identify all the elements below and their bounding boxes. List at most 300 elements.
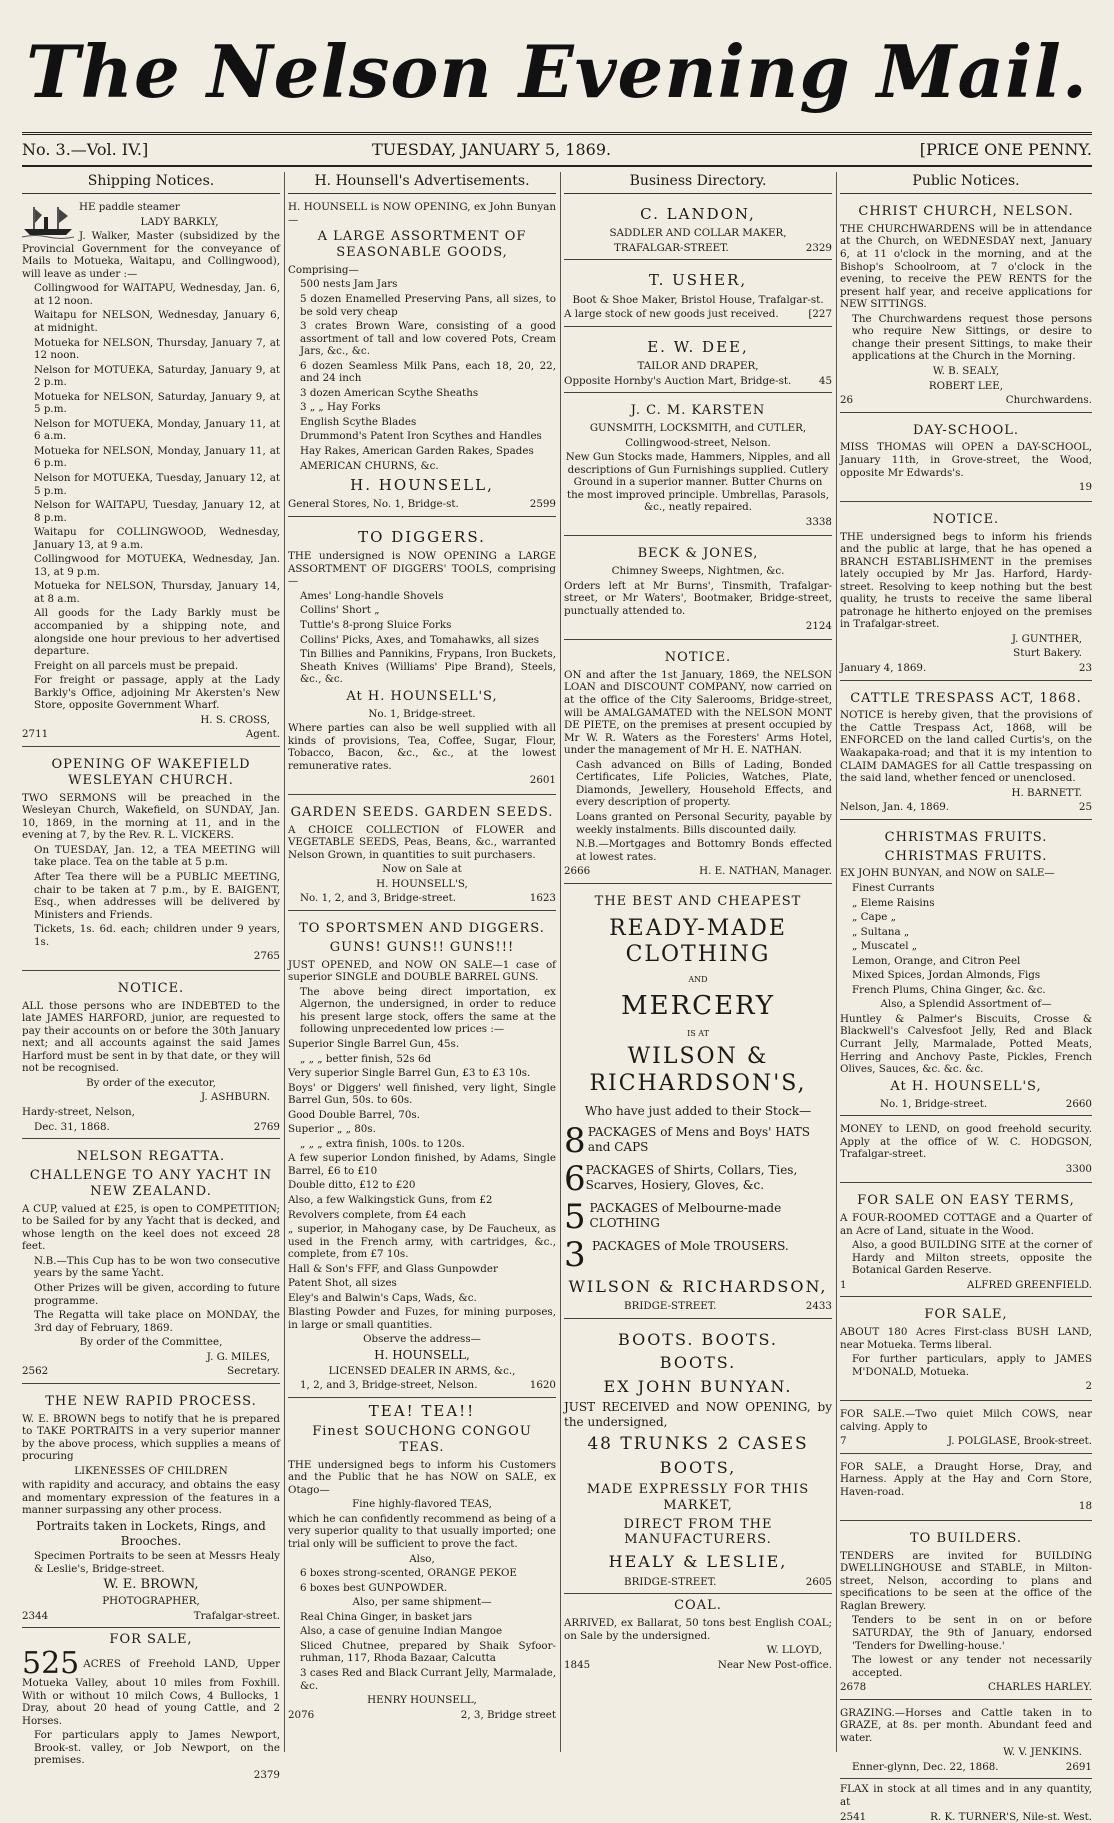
sailing-9: Nelson for WAITAPU, Tuesday, January 12, at 8 p.m. — [34, 499, 280, 524]
ad-sig: H. HOUNSELL, — [374, 1348, 470, 1363]
ad-number: 2660 — [1065, 1097, 1092, 1110]
ad-grazing — [840, 1704, 1092, 1780]
ad-body: Observe the address— — [363, 1333, 481, 1346]
ad-body: A large stock of new goods just received. — [564, 308, 779, 321]
sailing-5: Motueka for NELSON, Saturday, January 9, at 5 p.m. — [34, 390, 280, 416]
list-item: 8 PACKAGES of Mens and Boys' HATS and CAPS — [564, 1120, 810, 1161]
ad-role: Secretary. — [227, 1365, 280, 1378]
ad-date: January 4, 1869. — [840, 661, 927, 674]
ad-body: Comprising— — [288, 263, 359, 276]
ad-body: Fine highly-flavored TEAS, — [352, 1498, 492, 1511]
ad-trade: Chimney Sweeps, Nightmen, &c. — [611, 565, 785, 578]
ad-money-to-lend — [840, 1120, 1092, 1183]
ad-addr: No. 1, Bridge-street. — [368, 707, 476, 720]
column-header: Shipping Notices. — [22, 172, 280, 194]
ad-tea — [288, 1402, 556, 1721]
list-item: 6 PACKAGES of Shirts, Collars, Ties, Scarves, Hosiery, Gloves, &c. — [564, 1158, 798, 1199]
ad-sig: HENRY HOUNSELL, — [367, 1694, 477, 1707]
ad-title: E. W. DEE, — [647, 337, 749, 356]
ad-title: TEA! TEA!! — [368, 1401, 476, 1420]
column-public-notices — [840, 172, 1092, 1823]
ad-headline: BOOTS. — [659, 1353, 737, 1373]
ad-number: 2344 — [22, 1609, 49, 1622]
ad-body: The above being direct importation, ex Algernon, the undersigned, in order to reduce his present large stock, offers the same at the following unprecedented low prices :— — [300, 985, 556, 1036]
ad-dray — [840, 1458, 1092, 1521]
ad-body: which he can confidently recommend as being of a very superior quality to that usually imported; one trial only will be sufficient to prove the fact. — [288, 1512, 556, 1551]
ad-number: 2124 — [805, 619, 832, 632]
ad-body: THE CHURCHWARDENS will be in attendance at the Church, on WEDNESDAY next, January 6, at 11 o'clock in the morning, and at the Bishop's Schoolroom, at 7 o'clock in the evening, to receive the PEW RENTS for the present half year, and receive applications for NEW SITTINGS. — [840, 222, 1092, 311]
ad-addr: TRAFALGAR-STREET. — [614, 241, 729, 254]
ad-at: At H. HOUNSELL'S, — [346, 688, 498, 704]
ad-addr: BRIDGE-STREET. — [624, 1300, 717, 1313]
ad-number: 2329 — [805, 241, 832, 254]
list-item: Sliced Chutnee, prepared by Shaik Syfoor-ruhman, 117, Rhoda Bazaar, Calcutta — [300, 1639, 556, 1665]
dir-karsten — [564, 397, 832, 536]
ad-body: FOR SALE, a Draught Horse, Dray, and Harness. Apply at the Hay and Corn Store, Haven-road. — [840, 1460, 1092, 1498]
ad-body: Huntley & Palmer's Biscuits, Crosse & Blackwell's Calvesfoot Jelly, Red and Black Currant Jelly, Marmalade, Potted Meats, Herring and Anchovy Paste, Pickles, French Olives, Sauces, &c. &c. &c. — [840, 1012, 1092, 1076]
sailing-7: Motueka for NELSON, Monday, January 11, at 6 p.m. — [34, 444, 280, 470]
list-item: Patent Shot, all sizes — [288, 1277, 397, 1290]
ad-cattle-trespass — [840, 685, 1092, 820]
ad-body: On TUESDAY, Jan. 12, a TEA MEETING will take place. Tea on the table at 5 p.m. — [34, 843, 280, 869]
dir-dee — [564, 331, 832, 393]
ad-addr: Collingwood-street, Nelson. — [625, 436, 771, 449]
ad-guns — [288, 915, 556, 1398]
ad-number: 23 — [1078, 661, 1092, 674]
ad-body: Tickets, 1s. 6d. each; children under 9 years, 1s. — [34, 923, 280, 948]
ad-number: 2691 — [1065, 1760, 1092, 1773]
ad-body: FOR SALE.—Two quiet Milch COWS, near calving. Apply to — [840, 1408, 1092, 1433]
ad-body: W. E. BROWN begs to notify that he is prepared to TAKE PORTRAITS in a very superior manner by the above process, which supplies a means of procuring — [22, 1412, 280, 1463]
ad-isat: IS AT — [687, 1028, 709, 1038]
list-item: 500 nests Jam Jars — [300, 278, 398, 291]
issue-number: No. 3.—Vol. IV.] — [22, 140, 149, 159]
ad-headline: MADE EXPRESSLY FOR THIS MARKET, — [586, 1481, 810, 1513]
ad-addr: Opposite Hornby's Auction Mart, Bridge-st. — [564, 374, 792, 387]
ad-body: MONEY to LEND, on good freehold security. Apply at the office of W. C. HODGSON, Trafalgar-street. — [840, 1123, 1092, 1161]
list-item: 5 PACKAGES of Melbourne-made CLOTHING — [564, 1196, 782, 1237]
list-item: „ Sultana „ — [852, 925, 910, 938]
list-item: Mixed Spices, Jordan Almonds, Figs — [852, 969, 1041, 982]
sailing-3: Motueka for NELSON, Thursday, January 7, at 12 noon. — [34, 336, 280, 362]
ad-sig: W. B. SEALY, — [932, 364, 1000, 377]
ad-number: 2678 — [840, 1681, 867, 1694]
ad-title: OPENING OF WAKEFIELD WESLEYAN CHURCH. — [51, 756, 251, 788]
ad-seasonable-goods — [288, 198, 556, 517]
ad-number: 2076 — [288, 1708, 315, 1721]
sailing-4: Nelson for MOTUEKA, Saturday, January 9, at 2 p.m. — [34, 363, 280, 389]
sailing-10: Waitapu for COLLINGWOOD, Wednesday, January 13, at 9 a.m. — [34, 526, 280, 551]
ad-title: FOR SALE ON EASY TERMS, — [857, 1193, 1075, 1209]
list-item: 6 boxes strong-scented, ORANGE PEKOE — [300, 1567, 517, 1580]
steamer-icon — [22, 203, 74, 239]
sailing-8: Nelson for MOTUEKA, Tuesday, January 12, at 5 p.m. — [34, 472, 280, 497]
ad-body: The Regatta will take place on MONDAY, the 3rd day of February, 1869. — [34, 1309, 280, 1334]
ad-addr: Trafalgar-street. — [193, 1609, 280, 1622]
ship-goods: All goods for the Lady Barkly must be accompanied by a shipping note, and alongside one hour previous to her advertised departure. — [34, 607, 280, 658]
ad-title: CHRISTMAS FRUITS. — [884, 848, 1048, 864]
ad-body: with rapidity and accuracy, and obtains the easy and momentary expression of the features in a manner surpassing any other process. — [22, 1479, 280, 1517]
sailing-6: Nelson for MOTUEKA, Monday, January 11, at 6 a.m. — [34, 417, 280, 443]
ad-christ-church — [840, 198, 1092, 413]
list-item: Collins' Short „ — [300, 604, 380, 617]
ad-subtitle: LIKENESSES OF CHILDREN — [74, 1464, 228, 1477]
ad-number: 2379 — [253, 1769, 280, 1782]
ad-sig: H. BARNETT. — [1011, 786, 1082, 799]
ad-body: Orders left at Mr Burns', Tinsmith, Trafalgar-street, or Mr Waters', Bootmaker, Bridge-street, punctually attended to. — [564, 579, 832, 617]
ad-rapid-process — [22, 1388, 280, 1629]
ad-addr: Hardy-street, Nelson, — [22, 1106, 135, 1119]
ad-number: 1 — [840, 1278, 847, 1291]
list-item: Revolvers complete, from £4 each — [288, 1208, 467, 1221]
ship-sig: H. S. CROSS, — [200, 713, 270, 726]
list-item: Hall & Son's FFF, and Glass Gunpowder — [288, 1262, 498, 1275]
list-item: Drummond's Patent Iron Scythes and Handles — [300, 430, 542, 443]
ad-by: By order of the executor, — [86, 1076, 216, 1089]
ad-title: NELSON REGATTA. — [76, 1149, 226, 1165]
ad-body: Also, a good BUILDING SITE at the corner of Hardy and Milton streets, opposite the Botanical Garden Reserve. — [852, 1239, 1092, 1277]
ad-title: THE NEW RAPID PROCESS. — [45, 1393, 257, 1409]
ad-role: PHOTOGRAPHER, — [102, 1595, 200, 1608]
sailing-12: Motueka for NELSON, Thursday, January 14, at 8 a.m. — [34, 580, 280, 605]
ad-number: 2433 — [805, 1300, 832, 1313]
ad-body: After Tea there will be a PUBLIC MEETING, chair to be taken at 7 p.m., by E. BAIGENT, Esq., when addresses will be delivered by Ministers and Friends. — [34, 870, 280, 921]
ad-addr: 1, 2, and 3, Bridge-street, Nelson. — [300, 1379, 478, 1392]
ship-intro: HE paddle steamer — [79, 201, 180, 214]
ad-body: The Churchwardens request those persons who require New Sittings, or desire to change their present Sittings, to make their applications at the Church in the Morning. — [852, 312, 1092, 363]
list-item: 3 cases Red and Black Currant Jelly, Marmalade, &c. — [300, 1666, 556, 1692]
ad-sig: J. G. MILES, — [206, 1350, 270, 1363]
ad-subtitle: Finest SOUCHONG CONGOU TEAS. — [312, 1424, 532, 1455]
list-item: Ames' Long-handle Shovels — [300, 589, 444, 602]
ad-number: 45 — [818, 374, 832, 387]
ad-body: EX JOHN BUNYAN, and NOW on SALE— — [840, 867, 1055, 880]
issue-date: TUESDAY, JANUARY 5, 1869. — [372, 140, 612, 159]
ad-body: THE undersigned is NOW OPENING a LARGE ASSORTMENT OF DIGGERS' TOOLS, comprising— — [288, 550, 556, 588]
ad-sig: W. LLOYD, — [766, 1644, 822, 1657]
ad-number: 26 — [840, 394, 854, 407]
ad-body: ABOUT 180 Acres First-class BUSH LAND, near Motueka. Terms liberal. — [840, 1326, 1092, 1351]
ad-body: A CHOICE COLLECTION of FLOWER and VEGETABLE SEEDS, Peas, Beans, &c., warranted Nelson Grown, in quantities to suit purchasers. — [288, 823, 556, 861]
ad-title: J. C. M. KARSTEN — [630, 403, 766, 419]
ship-role: Agent. — [245, 728, 280, 741]
ad-body: N.B.—Mortgages and Bottomry Bonds effected at lowest rates. — [576, 838, 832, 863]
dir-landon — [564, 198, 832, 260]
ad-body: Also, — [409, 1552, 435, 1565]
list-item: „ „ „ better finish, 52s 6d — [300, 1052, 432, 1065]
column-header: Public Notices. — [840, 172, 1092, 194]
ad-number: 1620 — [529, 1379, 556, 1392]
ad-headline: MERCERY — [621, 990, 775, 1021]
ship-body: J. Walker, Master (subsidized by the Provincial Government for the conveyance of Mails to Motueka, Waitapu, and Collingwood), will leave as under :— — [22, 230, 280, 280]
ad-addr: Sturt Bakery. — [1013, 647, 1082, 660]
ad-trade: Boot & Shoe Maker, Bristol House, Trafalgar-st. — [572, 293, 824, 306]
ad-builders — [840, 1525, 1092, 1700]
ad-number: 2599 — [529, 498, 556, 511]
ad-body: For particulars apply to James Newport, Brook-st. valley, or Job Newport, on the premises. — [34, 1729, 280, 1767]
ad-easy-terms — [840, 1187, 1092, 1297]
ad-addr: No. 1, Bridge-street. — [880, 1097, 988, 1110]
column-shipping — [22, 172, 280, 1782]
ad-number: 3300 — [1065, 1162, 1092, 1175]
column-directory — [564, 172, 832, 1752]
ad-diggers — [288, 521, 556, 795]
vessel-name: LADY BARKLY, — [140, 215, 219, 228]
ad-sig: H. E. NATHAN, Manager. — [699, 865, 832, 878]
ad-wesleyan — [22, 751, 280, 971]
ad-date: Nelson, Jan. 4, 1869. — [840, 801, 950, 814]
ad-sig: J. ASHBURN. — [201, 1091, 270, 1104]
ad-number: 2562 — [22, 1365, 49, 1378]
ad-addr: General Stores, No. 1, Bridge-st. — [288, 498, 459, 511]
ad-coal — [564, 1598, 832, 1671]
sailing-1: Collingwood for WAITAPU, Wednesday, Jan. 6, at 12 noon. — [34, 282, 280, 307]
ad-body: NOTICE is hereby given, that the provisions of the Cattle Trespass Act, 1868, will be ENFORCED on the land called Curtis's, on the Waakapaka-road; and that it is my intention to CLAIM DAMAGES for all Cattle trespassing on the said land, whether fenced or unenclosed. — [840, 709, 1092, 785]
ad-title: COAL. — [674, 1598, 722, 1614]
ad-subtitle: CHALLENGE TO ANY YACHT IN NEW ZEALAND. — [29, 1167, 273, 1199]
ad-sig: W. V. JENKINS. — [1003, 1746, 1082, 1759]
ad-body: Who have just added to their Stock— — [584, 1104, 812, 1119]
list-item: 3 „ „ Hay Forks — [300, 401, 381, 414]
ad-role: LICENSED DEALER IN ARMS, &c., — [328, 1364, 516, 1377]
ad-body: THE undersigned begs to inform his friends and the public at large, that he has opened a BRANCH ESTABLISHMENT in the premises lately occupied by Mr Jas. Harford, Hardy-street. Resolving to keep nothing but the best quality, he trusts to receive the same liberal patronage he hitherto enjoyed on the premises in Trafalgar-street. — [840, 530, 1092, 631]
ad-body: THE undersigned begs to inform his Customers and the Public that he has NOW on SALE, ex Otago— — [288, 1458, 556, 1496]
ad-title: FOR SALE, — [924, 1307, 1008, 1323]
price: [PRICE ONE PENNY. — [919, 140, 1092, 159]
ad-and: AND — [688, 975, 708, 985]
ad-trade: SADDLER AND COLLAR MAKER, — [609, 227, 787, 240]
ad-title: CHRISTMAS FRUITS. — [884, 829, 1048, 845]
ship-freight: Freight on all parcels must be prepaid. — [34, 659, 239, 672]
ad-bush-land — [840, 1301, 1092, 1401]
ad-title: TO DIGGERS. — [358, 527, 486, 546]
ad-date: Dec. 31, 1868. — [34, 1120, 110, 1133]
ad-body: Loans granted on Personal Security, payable by weekly instalments. Bills discounted daily. — [576, 810, 832, 836]
list-item: Superior „ „ 80s. — [288, 1123, 376, 1136]
ad-body: ARRIVED, ex Ballarat, 50 tons best English COAL; on Sale by the undersigned. — [564, 1617, 832, 1642]
ad-sig: WILSON & RICHARDSON, — [568, 1276, 828, 1296]
ad-body: Now on Sale at — [382, 863, 462, 876]
ad-number: 2765 — [253, 950, 280, 963]
list-item: Collins' Picks, Axes, and Tomahawks, all sizes — [300, 633, 540, 646]
ad-headline: EX JOHN BUNYAN. — [603, 1376, 793, 1396]
ad-notice-harford — [22, 975, 280, 1139]
ad-headline: 48 TRUNKS 2 CASES — [587, 1433, 809, 1454]
ad-headline: DIRECT FROM THE MANUFACTURERS. — [623, 1516, 773, 1548]
list-item: English Scythe Blades — [300, 415, 417, 428]
ad-number: 1845 — [564, 1658, 591, 1671]
ad-land-sale — [22, 1632, 280, 1781]
ad-body: JUST RECEIVED and NOW OPENING, by the undersigned, — [564, 1400, 832, 1429]
ad-title: GARDEN SEEDS. GARDEN SEEDS. — [290, 804, 554, 820]
ad-body: Tenders to be sent in on or before SATURDAY, the 9th of January, endorsed 'Tenders for Dwelling-house.' — [852, 1614, 1092, 1652]
ad-number: 3338 — [805, 515, 832, 528]
ad-loan-notice — [564, 644, 832, 884]
list-item: Finest Currants — [852, 882, 935, 895]
list-item: „ Muscatel „ — [852, 940, 918, 953]
ad-lady-barkly — [22, 198, 280, 747]
list-item: Tin Billies and Pannikins, Frypans, Iron Buckets, Sheath Knives (Williams' Pipe Brand), Steels, &c., &c. — [300, 648, 556, 686]
ad-body: MISS THOMAS will OPEN a DAY-SCHOOL, January 11th, in Grove-street, the Wood, opposite Mr Edwards's. — [840, 441, 1092, 479]
ad-body: Also, per same shipment— — [352, 1596, 492, 1609]
ad-garden-seeds — [288, 799, 556, 911]
ad-body: New Gun Stocks made, Hammers, Nipples, and all descriptions of Gun Furnishings supplied. Cutlery Ground in a superior manner. Butter Churns on the most improved principle. Umbrellas, Parasols, &c., neatly repaired. — [565, 451, 831, 514]
ad-body: ACRES of Freehold LAND, Upper Motueka Valley, about 10 miles from Foxhill. With or without 10 milch Cows, 4 Bullocks, 1 Dray, about 20 head of young Cattle, and 2 Horses. — [22, 1658, 280, 1727]
list-item: Blasting Powder and Fuzes, for mining purposes, in large or small quantities. — [288, 1306, 556, 1331]
ad-by: By order of the Committee, — [79, 1336, 223, 1349]
ad-number: 2541 — [840, 1810, 867, 1823]
dir-beck-jones — [564, 540, 832, 640]
ad-title: NOTICE. — [117, 980, 185, 996]
list-item: Superior Single Barrel Gun, 45s. — [288, 1037, 460, 1050]
ad-number: 2666 — [564, 865, 591, 878]
list-item: Lemon, Orange, and Citron Peel — [852, 954, 1021, 967]
ad-body: A CUP, valued at £25, is open to COMPETITION; to be Sailed for by any Yacht that is decked, and whose length on the keel does not exceed 28 feet. — [22, 1202, 280, 1253]
ad-body: Where parties can also be well supplied with all kinds of provisions, Tea, Coffee, Sugar, Flour, Tobacco, Bacon, &c., &c., at the lowest remunerative rates. — [288, 722, 556, 772]
ad-number: 2601 — [529, 774, 556, 787]
ad-body: H. HOUNSELL is NOW OPENING, ex John Bunyan— — [288, 201, 556, 226]
ad-christmas-fruits — [840, 824, 1092, 1116]
sailing-2: Waitapu for NELSON, Wednesday, January 6, at midnight. — [34, 309, 280, 334]
ad-body: A FOUR-ROOMED COTTAGE and a Quarter of an Acre of Land, situate in the Wood. — [840, 1212, 1092, 1237]
ad-title: CATTLE TRESPASS ACT, 1868. — [850, 690, 1082, 706]
sailing-11: Collingwood for MOTUEKA, Wednesday, Jan. 13, at 9 p.m. — [34, 553, 280, 578]
ad-body: Portraits taken in Lockets, Rings, and Brooches. — [36, 1519, 266, 1548]
ad-role: Churchwardens. — [1005, 394, 1092, 407]
ad-number: 7 — [840, 1435, 847, 1448]
ad-addr: No. 1, 2, and 3, Bridge-street. — [300, 892, 456, 905]
ad-title: FOR SALE, — [109, 1632, 193, 1648]
list-item: 3 dozen American Scythe Sheaths — [300, 386, 479, 399]
list-item: A few superior London finished, by Adams, Single Barrel, £6 to £10 — [288, 1152, 556, 1177]
ad-title: T. USHER, — [648, 271, 748, 290]
column-header: Business Directory. — [564, 172, 832, 194]
ad-title: CHRIST CHURCH, NELSON. — [858, 204, 1074, 220]
list-item: 5 dozen Enamelled Preserving Pans, all sizes, to be sold very cheap — [300, 292, 556, 318]
ad-day-school — [840, 417, 1092, 502]
list-item: Very superior Single Barrel Gun, £3 to £3 10s. — [288, 1067, 531, 1080]
ad-sig: ROBERT LEE, — [928, 379, 1004, 392]
ad-body: The lowest or any tender not necessarily accepted. — [852, 1654, 1092, 1679]
ad-sig: J. GUNTHER, — [1011, 632, 1082, 645]
ad-cows — [840, 1405, 1092, 1454]
ad-addr: BRIDGE-STREET. — [624, 1575, 717, 1588]
ad-gunther — [840, 506, 1092, 681]
masthead: The Nelson Evening Mail. — [26, 29, 1088, 114]
ad-title: NOTICE. — [932, 511, 1000, 527]
list-item: 3 crates Brown Ware, consisting of a good assortment of tall and low covered Pots, Cream Jars, &c., &c. — [300, 320, 556, 358]
list-item: Double ditto, £12 to £20 — [288, 1179, 416, 1192]
ad-date: Enner-glynn, Dec. 22, 1868. — [852, 1760, 999, 1773]
ad-boots — [564, 1323, 832, 1595]
list-item: „ „ „ extra finish, 100s. to 120s. — [300, 1137, 465, 1150]
ad-title: THE BEST AND CHEAPEST — [594, 893, 802, 909]
ad-body: For further particulars, apply to JAMES M'DONALD, Motueka. — [852, 1353, 1092, 1378]
ad-addr: Near New Post-office. — [717, 1658, 832, 1671]
list-item: Hay Rakes, American Garden Rakes, Spades — [300, 445, 534, 457]
ad-number: 2 — [1085, 1380, 1092, 1393]
list-item: Eley's and Balwin's Caps, Wads, &c. — [288, 1291, 477, 1304]
ad-body: TWO SERMONS will be preached in the Wesleyan Church, Wakefield, on SUNDAY, Jan. 10, 1869, in the morning at 11, and in the evening at 7, by the Rev. R. L. VICKERS. — [22, 791, 280, 842]
ad-trade: GUNSMITH, LOCKSMITH, and CUTLER, — [589, 422, 807, 435]
ad-title: TO SPORTSMEN AND DIGGERS. — [299, 920, 545, 936]
list-item: „ superior, in Mahogany case, by De Faucheux, as used in the French army, with cartridges, &c., complete, from £7 10s. — [288, 1223, 556, 1261]
column-header: H. Hounsell's Advertisements. — [288, 172, 556, 194]
ad-body: GRAZING.—Horses and Cattle taken in to GRAZE, at 8s. per month. Abundant feed and water. — [840, 1706, 1092, 1744]
ad-headline: BOOTS. BOOTS. — [618, 1329, 778, 1349]
ad-number: 1623 — [529, 892, 556, 905]
ad-title: TO BUILDERS. — [909, 1530, 1022, 1546]
ad-number: 18 — [1078, 1500, 1092, 1513]
ad-sig: CHARLES HARLEY. — [988, 1681, 1092, 1694]
ad-number: 2769 — [253, 1120, 280, 1133]
ad-body: JUST OPENED, and NOW ON SALE—1 case of superior SINGLE and DOUBLE BARREL GUNS. — [288, 958, 556, 984]
ad-sig: HEALY & LESLIE, — [608, 1552, 788, 1572]
ad-at: At H. HOUNSELL'S, — [890, 1078, 1042, 1094]
list-item: 3 PACKAGES of Mole TROUSERS. — [564, 1234, 789, 1275]
ad-body: Specimen Portraits to be seen at Messrs Healy & Leslie's, Bridge-street. — [34, 1550, 280, 1575]
ad-title: C. LANDON, — [640, 205, 756, 224]
ad-headline: BOOTS, — [659, 1458, 737, 1478]
ad-number: 19 — [1078, 481, 1092, 494]
ad-wilson-richardson — [564, 888, 832, 1319]
list-item: 6 boxes best GUNPOWDER. — [300, 1581, 448, 1594]
acreage: 525 — [22, 1646, 80, 1682]
ad-subtitle: GUNS! GUNS!! GUNS!!! — [329, 939, 515, 955]
ad-sig: H. HOUNSELL, — [350, 476, 494, 495]
ad-body: ON and after the 1st January, 1869, the NELSON LOAN and DISCOUNT COMPANY, now carried on at the office of the City Salerooms, Bridge-street, will be AMALGAMATED with the NELSON MONT DE PIETE, on the premises at present occupied by Mr W. R. Waters as the Foresters' Arms Hotel, under the management of Mr H. E. NATHAN. — [564, 668, 832, 757]
dir-usher — [564, 264, 832, 326]
ad-body: ALL those persons who are INDEBTED to the late JAMES HARFORD, junior, are requested to pay their accounts on or before the 30th January next; and all accounts against the said James Harford must be sent in by that date, or they will not be recognised. — [22, 999, 280, 1075]
list-item: French Plums, China Ginger, &c. &c. — [852, 983, 1046, 996]
ad-headline: READY-MADE CLOTHING — [609, 915, 787, 968]
list-item: 6 dozen Seamless Milk Pans, each 18, 20, 22, and 24 inch — [300, 359, 556, 385]
list-item: AMERICAN CHURNS, &c. — [300, 459, 439, 472]
list-item: Tuttle's 8-prong Sluice Forks — [300, 618, 452, 631]
ad-sig: R. K. TURNER'S, Nile-st. West. — [930, 1810, 1092, 1823]
ad-trade: TAILOR AND DRAPER, — [637, 360, 759, 373]
list-item: Good Double Barrel, 70s. — [288, 1108, 420, 1121]
ad-headline: WILSON & RICHARDSON'S, — [589, 1044, 807, 1097]
ad-sig: J. POLGLASE, Brook-street. — [947, 1435, 1092, 1448]
ad-body: Also, a Splendid Assortment of— — [880, 998, 1052, 1011]
ad-body: TENDERS are invited for BUILDING DWELLINGHOUSE and STABLE, in Milton-street, Nelson, according to plans and specifications to be seen at the office of the Raglan Brewery. — [840, 1549, 1092, 1612]
list-item: Real China Ginger, in basket jars — [300, 1610, 473, 1623]
list-item: Also, a few Walkingstick Guns, from £2 — [288, 1194, 493, 1206]
list-item: Also, a case of genuine Indian Mangoe — [300, 1625, 503, 1638]
ad-title: BECK & JONES, — [637, 546, 759, 562]
ad-at: H. HOUNSELL'S, — [376, 877, 468, 890]
ad-title: A LARGE ASSORTMENT OF SEASONABLE GOODS, — [317, 229, 527, 261]
ad-number: [227 — [808, 308, 832, 321]
ad-body: Cash advanced on Bills of Lading, Bonded Certificates, Life Policies, Watches, Plate, Diamonds, Jewellery, Household Effects, and every description of property. — [576, 758, 832, 809]
ad-body: N.B.—This Cup has to be won two consecutive years by the same Yacht. — [34, 1254, 280, 1280]
ad-addr: 2, 3, Bridge street — [460, 1708, 556, 1721]
dateline — [22, 132, 1092, 167]
ad-regatta — [22, 1143, 280, 1384]
ad-number: 2605 — [805, 1575, 832, 1588]
ship-apply: For freight or passage, apply at the Lady Barkly's Office, adjoining Mr Akersten's New Store, opposite Government Wharf. — [34, 674, 280, 712]
ad-sig: ALFRED GREENFIELD. — [967, 1278, 1092, 1291]
ad-sig: W. E. BROWN, — [103, 1577, 199, 1593]
ad-body: FLAX in stock at all times and in any quantity, at — [840, 1783, 1092, 1808]
list-item: „ Cape „ — [852, 911, 896, 924]
list-item: Boys' or Diggers' well finished, very light, Single Barrel Gun, 50s. to 60s. — [288, 1081, 556, 1107]
ad-number: 25 — [1078, 801, 1092, 814]
ad-number: 2711 — [22, 728, 49, 741]
list-item: „ Eleme Raisins — [852, 896, 935, 909]
ad-title: NOTICE. — [664, 650, 732, 666]
